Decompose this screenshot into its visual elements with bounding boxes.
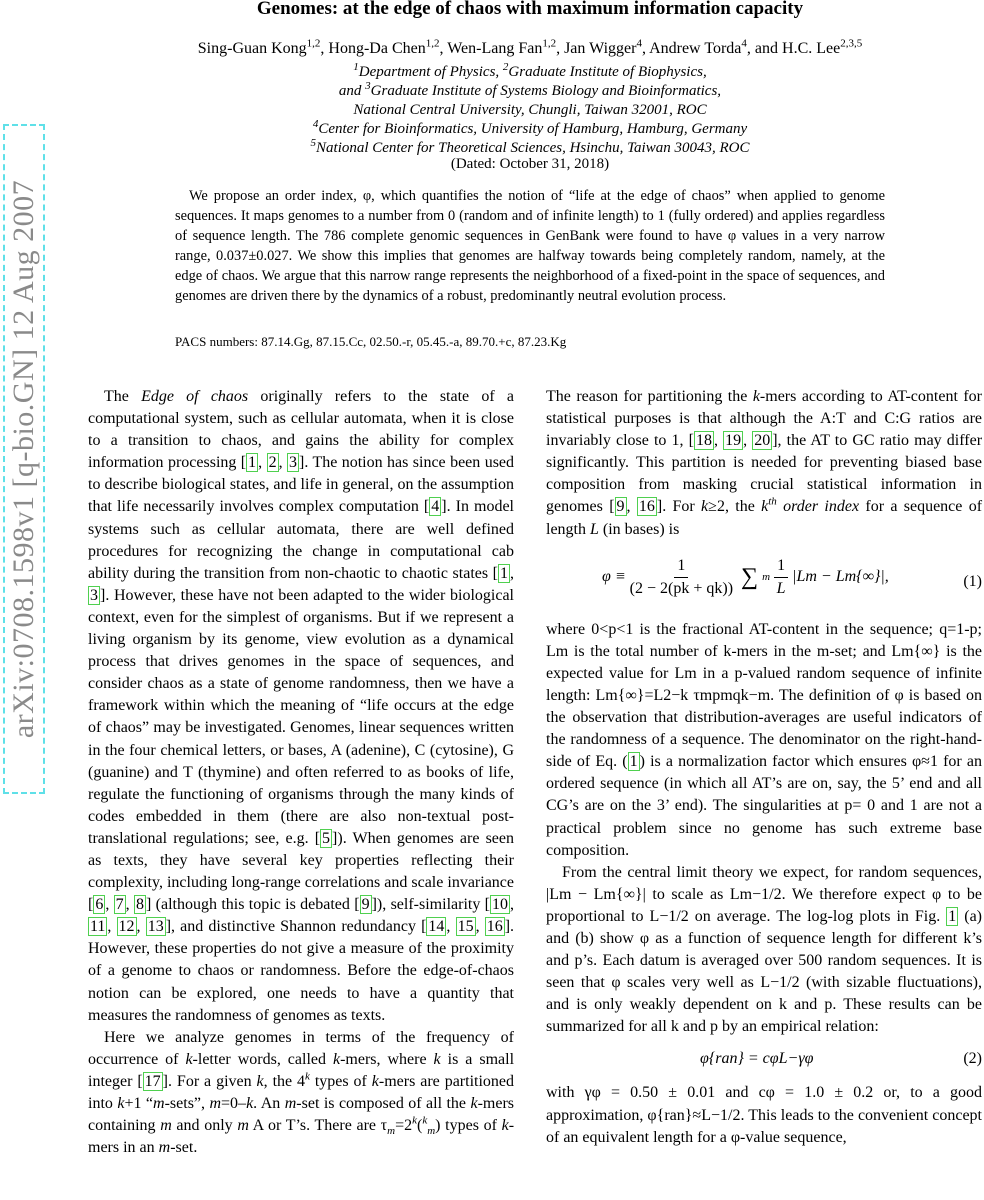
- citation-link[interactable]: 11: [90, 918, 106, 936]
- citation-link[interactable]: 16: [638, 498, 655, 516]
- citation-link[interactable]: 9: [616, 498, 625, 516]
- equation-number: (2): [963, 1050, 982, 1068]
- affiliation-line: $^1$Department of Physics, $^2$Graduate Institute of Biophysics,: [353, 61, 707, 80]
- citation-link[interactable]: 15: [457, 918, 474, 936]
- citation-link[interactable]: 13: [147, 918, 164, 936]
- abstract: We propose an order index, φ, which quantifies the notion of “life at the edge of chaos” when applied to genome sequences. It maps genomes to a number from 0 (random and of infinite length) to 1 (fully ordered) and applies regardless of sequence length. The 786 complete genomic sequences in GenBank were found to have φ values in a very narrow range, 0.037±0.027. We show this implies that genomes are halfway towards being completely random, namely, at the edge of chaos. We argue that this narrow range represents the neighborhood of a fixed-point in the space of sequences, and genomes are driven there by the dynamics of a robust, predominantly neutral evolution process.: [175, 188, 885, 304]
- citation-link[interactable]: 19: [725, 432, 742, 450]
- paper-title: Genomes: at the edge of chaos with maximum information capacity: [256, 0, 804, 19]
- pacs-numbers: PACS numbers: 87.14.Gg, 87.15.Cc, 02.50.-r, 05.45.-a, 89.70.+c, 87.23.Kg: [175, 334, 567, 349]
- arxiv-identifier-text: arXiv:0708.1598v1 [q-bio.GN] 12 Aug 2007: [7, 179, 40, 739]
- equation-number: (1): [963, 572, 982, 590]
- paragraph: The reason for partitioning the k-mers according to AT-content for statistical purposes is that although the A:T and C:G ratios are invariably close to 1, [ 18 , 19 , 20 ], the AT to GC ratio may differ significantly. This partition is needed for preventing biased base composition from masking crucial statistical information in genomes [ 9 , 16 ]. For k≥2, the $k^{th}$ order index for a sequence of length L (in bases) is: [546, 388, 983, 538]
- paragraph: where 0<p<1 is the fractional AT-content in the sequence; q=1-p; Lm is the total number of k-mers in the m-set; and Lm{∞} is the expected value for Lm in a p-valued random sequence of infinite length: Lm{∞}=L2−k τmpmqk−m. The definition of φ is based on the observation that distribution-averages are useful indicators of the randomness of a sequence. The denominator on the right-hand-side of Eq. ( 1 ) is a normalization factor which ensures φ≈1 for an ordered sequence (in which all AT’s are on, say, the 5’ end and all CG’s are on the 3’ end). The singularities at p= 0 and 1 are not a practical problem since no genome has such extreme base composition.: [546, 620, 983, 859]
- author-list: Sing-Guan Kong$^{1,2}$, Hong-Da Chen$^{1,2}$, Wen-Lang Fan$^{1,2}$, Jan Wigger$^4$, Andrew Torda$^4$, and H.C. Lee$^{2,3,5}$: [197, 37, 863, 57]
- citation-link[interactable]: 2: [268, 454, 277, 472]
- citation-link[interactable]: 14: [428, 918, 445, 936]
- citation-link[interactable]: 3: [90, 586, 98, 604]
- citation-link[interactable]: 12: [118, 918, 135, 936]
- citation-link[interactable]: 9: [361, 896, 370, 914]
- citation-link[interactable]: 6: [95, 896, 104, 914]
- paragraph: with γφ = 0.50 ± 0.01 and cφ = 1.0 ± 0.2 or, to a good approximation, φ{ran}≈L−1/2. This leads to the convenient concept of an equivalent length for a φ-value sequence,: [546, 1084, 982, 1146]
- citation-link[interactable]: 8: [136, 896, 145, 914]
- equation-1-body: φ ≡ $\frac{1}{(2 - 2(pk + qk))}$ ∑ m $\frac{1}{L}$ |Lm − Lm{∞}|,: [602, 555, 889, 600]
- paragraph: Here we analyze genomes in terms of the frequency of occurrence of k-letter words, called k-mers, where k is a small integer [ 17 ]. For a given k, the 4$^k$ types of k-mers are partitioned into k+1 “m-sets”, m=0–k. An m-set is composed of all the k-mers containing m and only m A or T’s. There are $\tau_m=2^k(^k_m)$ types of k-mers in an m-set.: [88, 1028, 515, 1157]
- citation-link[interactable]: 16: [486, 918, 503, 936]
- equation-link[interactable]: 1: [629, 753, 638, 771]
- citation-link[interactable]: 1: [248, 454, 257, 472]
- citation-link[interactable]: 7: [115, 896, 124, 914]
- fraction: $\frac{1}{(2 - 2(pk + qk))}$: [629, 556, 734, 597]
- citation-link[interactable]: 18: [695, 432, 712, 450]
- affiliation-line: $^5$National Center for Theoretical Sciences, Hsinchu, Taiwan 30043, ROC: [310, 137, 750, 156]
- citation-link[interactable]: 3: [288, 454, 297, 472]
- right-column: [546, 386, 982, 1149]
- arxiv-identifier: [3, 124, 45, 794]
- equation-2-body: φ{ran} = cφL−γφ: [700, 1050, 814, 1068]
- affiliation-line: and $^3$Graduate Institute of Systems Biology and Bioinformatics,: [338, 80, 722, 99]
- left-column: [88, 386, 514, 1159]
- citation-link[interactable]: 5: [322, 829, 331, 847]
- citation-link[interactable]: 4: [431, 498, 440, 516]
- equation-2: [546, 1040, 982, 1080]
- fraction: $\frac{1}{L}$: [774, 555, 788, 600]
- date-line: (Dated: October 31, 2018): [450, 156, 610, 172]
- affiliation-line: National Central University, Chungli, Taiwan 32001, ROC: [353, 102, 707, 118]
- figure-link[interactable]: 1: [948, 907, 957, 925]
- affiliations: [0, 63, 984, 158]
- paragraph: The Edge of chaos originally refers to the state of a computational system, such as cellular automata, when it is close to a transition to chaos, and gains the ability for complex information processing [ 1 , 2 , 3 ]. The notion has since been used to describe biological states, and life in general, on the assumption that life necessarily involves complex computation [ 4 ]. In model systems such as cellular automata, there are well defined procedures for recognizing the change in computational cab ability during the transition from non-chaotic to chaotic states [ 1 , 3 ]. However, these have not been adapted to the wider biological context, even for the simplest of organisms. But if we represent a living organism by its genome, view evolution as a dynamical process that drives genomes in the space of sequences, and consider chaos as a state of genome randomness, then we have a framework within which the meaning of “life occurs at the edge of chaos” may be investigated. Genomes, linear sequences written in the four chemical letters, or bases, A (adenine), C (cytosine), G (guanine) and T (thymine) and often referred to as books of life, regulate the functioning of organisms through the many kinds of codes embedded in them (there are also non-textual post-translational regulations; see, e.g. [ 5 ]). When genomes are seen as texts, they have several key properties reflecting their complexity, including long-range correlations and scale invariance [ 6 , 7 , 8 ] (although this topic is debated [ 9 ]), self-similarity [ 10 , 11 , 12 , 13 ], and distinctive Shannon redundancy [ 14 , 15 , 16 ]. However, these properties do not give a measure of the proximity of a genome to chaos or randomness. Before the edge-of-chaos notion can be explored, one needs to have a quantity that measures the randomness of genomes as texts.: [88, 388, 515, 1024]
- equation-1: [546, 549, 982, 611]
- citation-link[interactable]: 10: [492, 896, 509, 914]
- paragraph: From the central limit theory we expect, for random sequences, |Lm − Lm{∞}| to scale as Lm−1/2. We therefore expect φ to be proportional to L−1/2 on average. The log-log plots in Fig. 1 (a) and (b) show φ as a function of sequence length for different k’s and p’s. Each datum is averaged over 500 random sequences. It is seen that φ scales very well as L−1/2 (with sizable fluctuations), and is only weakly dependent on k and p. These results can be summarized for all k and p by an empirical relation:: [546, 863, 982, 1036]
- citation-link[interactable]: 20: [754, 432, 771, 450]
- affiliation-line: $^4$Center for Bioinformatics, University of Hamburg, Hamburg, Germany: [312, 118, 748, 137]
- citation-link[interactable]: 1: [500, 564, 508, 582]
- citation-link[interactable]: 17: [144, 1072, 161, 1090]
